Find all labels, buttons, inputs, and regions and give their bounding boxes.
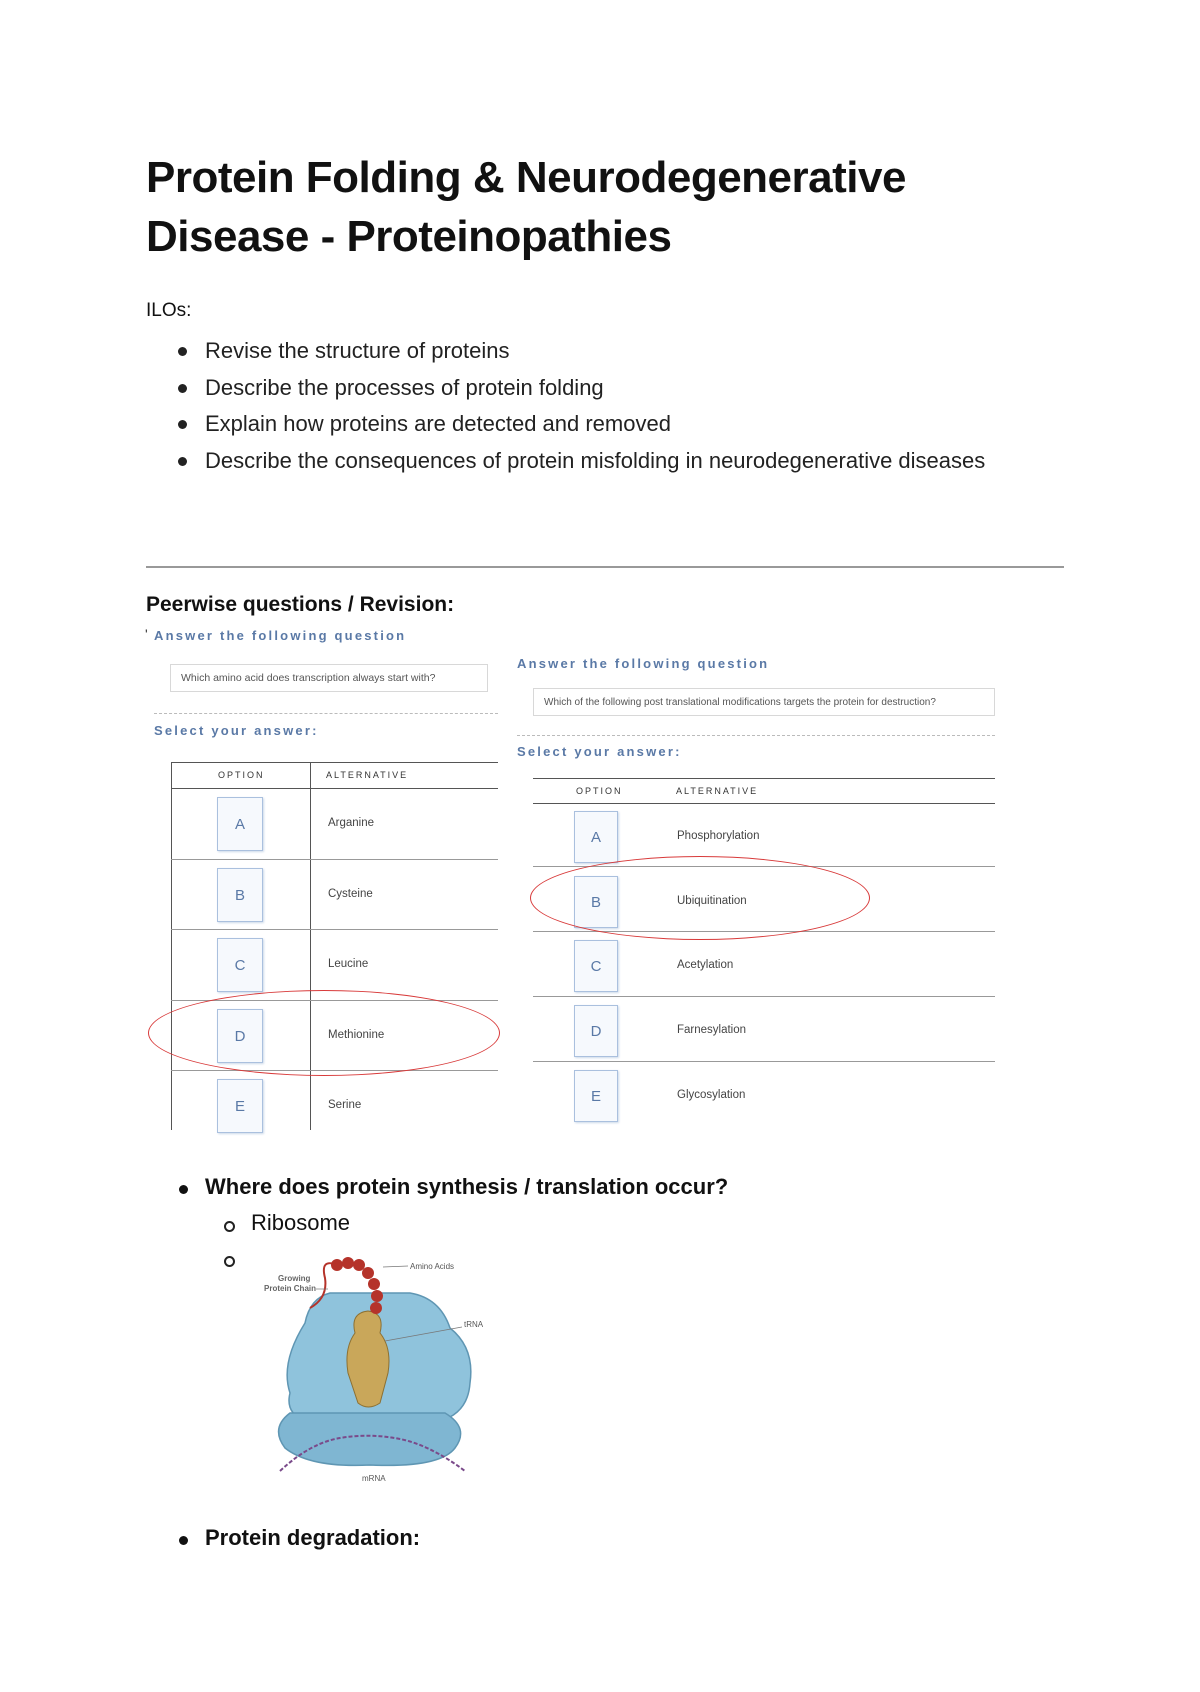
option-e-text: Glycosylation	[677, 1089, 746, 1101]
quiz-right-header: Answer the following question	[517, 656, 770, 671]
table-left-border	[171, 762, 172, 1130]
option-b-text: Cysteine	[328, 888, 373, 900]
option-a-text: Phosphorylation	[677, 830, 760, 842]
quiz-left-select-label: Select your answer:	[154, 723, 319, 738]
label-mrna: mRNA	[362, 1474, 386, 1483]
answer-highlight-circle	[148, 990, 500, 1076]
label-leader-line	[383, 1266, 408, 1267]
row-divider	[533, 1061, 995, 1062]
heading-protein-degradation: Protein degradation:	[205, 1525, 421, 1550]
amino-acid-bead	[362, 1267, 374, 1279]
option-c-text: Acetylation	[677, 959, 734, 971]
option-e-text: Serine	[328, 1099, 362, 1111]
label-trna: tRNA	[464, 1320, 484, 1329]
amino-acid-bead	[370, 1302, 382, 1314]
ribosome-small-subunit	[279, 1413, 461, 1465]
option-b-button[interactable]: B	[574, 876, 618, 928]
list-item: Revise the structure of proteins	[146, 333, 1026, 370]
quiz-right-question: Which of the following post translational modifications targets the protein for destruction?	[533, 688, 995, 716]
option-c-text: Leucine	[328, 958, 369, 970]
column-header-alternative: ALTERNATIVE	[326, 770, 409, 780]
dotted-divider	[517, 735, 995, 736]
label-amino-acids: Amino Acids	[410, 1262, 455, 1271]
option-d-text: Methionine	[328, 1029, 385, 1041]
page-title	[146, 148, 1046, 266]
option-b-text: Ubiquitination	[677, 895, 747, 907]
quiz-right-select-label: Select your answer:	[517, 744, 682, 759]
row-divider	[171, 859, 498, 860]
option-b-button[interactable]: B	[217, 868, 263, 922]
quiz-left-question: Which amino acid does transcription always start with?	[170, 664, 488, 692]
bullet-icon	[178, 420, 187, 429]
row-divider	[533, 996, 995, 997]
amino-acid-bead	[353, 1259, 365, 1271]
option-d-button[interactable]: D	[574, 1005, 618, 1057]
option-c-button[interactable]: C	[217, 938, 263, 992]
table-top-rule	[533, 778, 995, 779]
bullet-icon	[179, 1185, 188, 1194]
ribosome-illustration	[250, 1253, 500, 1483]
option-d-text: Farnesylation	[677, 1024, 747, 1036]
stray-mark: '	[145, 626, 148, 642]
table-top-rule	[171, 762, 498, 763]
answer-highlight-circle	[530, 856, 870, 940]
quiz-left-header: Answer the following question	[154, 628, 407, 643]
option-a-button[interactable]: A	[217, 797, 263, 851]
column-header-option: OPTION	[218, 770, 265, 780]
list-item: Explain how proteins are detected and removed	[146, 406, 1026, 443]
answer-ribosome: Ribosome	[251, 1210, 351, 1235]
question-synthesis: Where does protein synthesis / translation occur?	[205, 1174, 729, 1199]
option-d-button[interactable]: D	[217, 1009, 263, 1063]
amino-acid-bead	[342, 1257, 354, 1269]
option-c-button[interactable]: C	[574, 940, 618, 992]
ilos-list	[146, 333, 1026, 479]
dotted-divider	[154, 713, 498, 714]
table-header-rule	[533, 803, 995, 804]
sub-bullet-icon	[224, 1221, 235, 1232]
title-line-2: Disease - Proteinopathies	[146, 212, 672, 261]
bullet-icon	[178, 457, 187, 466]
option-e-button[interactable]: E	[574, 1070, 618, 1122]
title-line-1: Protein Folding & Neurodegenerative	[146, 153, 906, 202]
label-protein-chain: Protein Chain	[264, 1284, 317, 1293]
table-header-rule	[171, 788, 498, 789]
bullet-icon	[178, 347, 187, 356]
section-divider	[146, 566, 1064, 568]
option-e-button[interactable]: E	[217, 1079, 263, 1133]
list-item: Describe the consequences of protein misfolding in neurodegenerative diseases	[146, 443, 1026, 480]
column-header-option: OPTION	[576, 786, 623, 796]
amino-acid-bead	[368, 1278, 380, 1290]
row-divider	[171, 929, 498, 930]
bullet-icon	[179, 1536, 188, 1545]
sub-bullet-icon	[224, 1256, 235, 1267]
column-header-alternative: ALTERNATIVE	[676, 786, 759, 796]
label-growing: Growing	[278, 1274, 311, 1283]
bullet-icon	[178, 384, 187, 393]
option-a-button[interactable]: A	[574, 811, 618, 863]
section-heading: Peerwise questions / Revision:	[146, 593, 455, 616]
ilos-label: ILOs:	[146, 300, 192, 321]
option-a-text: Arganine	[328, 817, 375, 829]
list-item: Describe the processes of protein folding	[146, 370, 1026, 407]
amino-acid-bead	[371, 1290, 383, 1302]
